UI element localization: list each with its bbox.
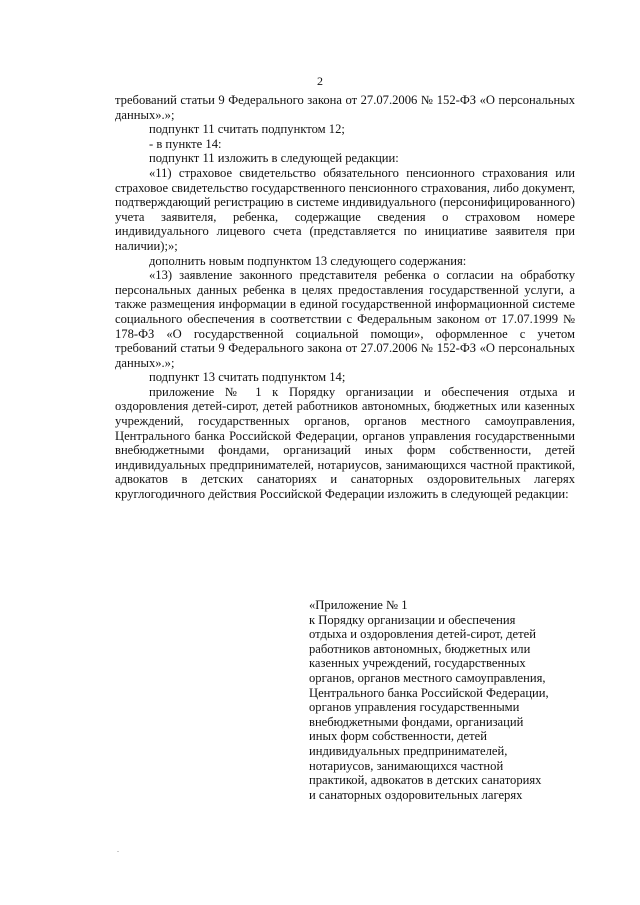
paragraph: дополнить новым подпунктом 13 следующего содержания: [149,253,467,268]
appendix-heading-block [309,598,579,802]
appendix-line: и санаторных оздоровительных лагерях [309,787,523,802]
page-number: 2 [317,74,323,88]
appendix-line: органов управления государственными [309,700,520,715]
appendix-line: казенных учреждений, государственных [309,656,526,671]
paragraph: подпункт 13 считать подпунктом 14; [149,370,346,385]
appendix-line: работников автономных, бюджетных или [309,641,531,656]
appendix-line: Центрального банка Российской Федерации, [309,685,549,700]
appendix-line: нотариусов, занимающихся частной [309,758,504,773]
appendix-line: иных форм собственности, детей [309,729,487,744]
appendix-line: внебюджетными фондами, организаций [309,714,524,729]
paragraph: «11) страховое свидетельство обязательного пенсионного страхования или страховое свидетельство государственного пенсионного страхования, либо документ, подтверждающий регистрацию в системе индивидуального (персонифицированного) учета заявителя, ребенка, содержащие сведения о страховом номере индивидуального лицевого счета (представляется по инициативе заявителя при наличии);»; [115,165,575,253]
body-text [115,93,575,502]
appendix-line: индивидуальных предпринимателей, [309,743,508,758]
appendix-line: органов, органов местного самоуправления, [309,670,546,685]
paragraph: требований статьи 9 Федерального закона от 27.07.2006 № 152-ФЗ «О персональных данных».»; [115,93,575,122]
appendix-line: к Порядку организации и обеспечения [309,612,516,627]
paragraph: - в пункте 14: [149,136,222,151]
paragraph: подпункт 11 изложить в следующей редакции: [149,151,399,166]
scan-speck: . [117,845,119,854]
paragraph: подпункт 11 считать подпунктом 12; [149,122,345,137]
paragraph: приложение № 1 к Порядку организации и обеспечения отдыха и оздоровления детей-сирот, детей работников автономных, бюджетных или казенных учреждений, государственных органов, органов местного самоуправления, Центрального банка Российской Федерации, органов управления государственными внебюджетными фондами, организаций иных форм собственности, детей индивидуальных предпринимателей, нотариусов, занимающихся частной практикой, адвокатов в детских санаториях и санаторных оздоровительных лагерях круглогодичного действия Российской Федерации изложить в следующей редакции: [115,384,575,502]
appendix-line: отдыха и оздоровления детей-сирот, детей [309,627,536,642]
paragraph: «13) заявление законного представителя ребенка о согласии на обработку персональных данных ребенка в целях предоставления государственной услуги, а также размещения информации в единой государственной информационной системе социального обеспечения в соответствии с Федеральным законом от 17.07.1999 № 178-ФЗ «О государственной социальной помощи», оформленное с учетом требований статьи 9 Федерального закона от 27.07.2006 № 152-ФЗ «О персональных данных».»; [115,268,575,370]
appendix-line: «Приложение № 1 [309,598,408,612]
appendix-line: практикой, адвокатов в детских санаториях [309,773,542,788]
